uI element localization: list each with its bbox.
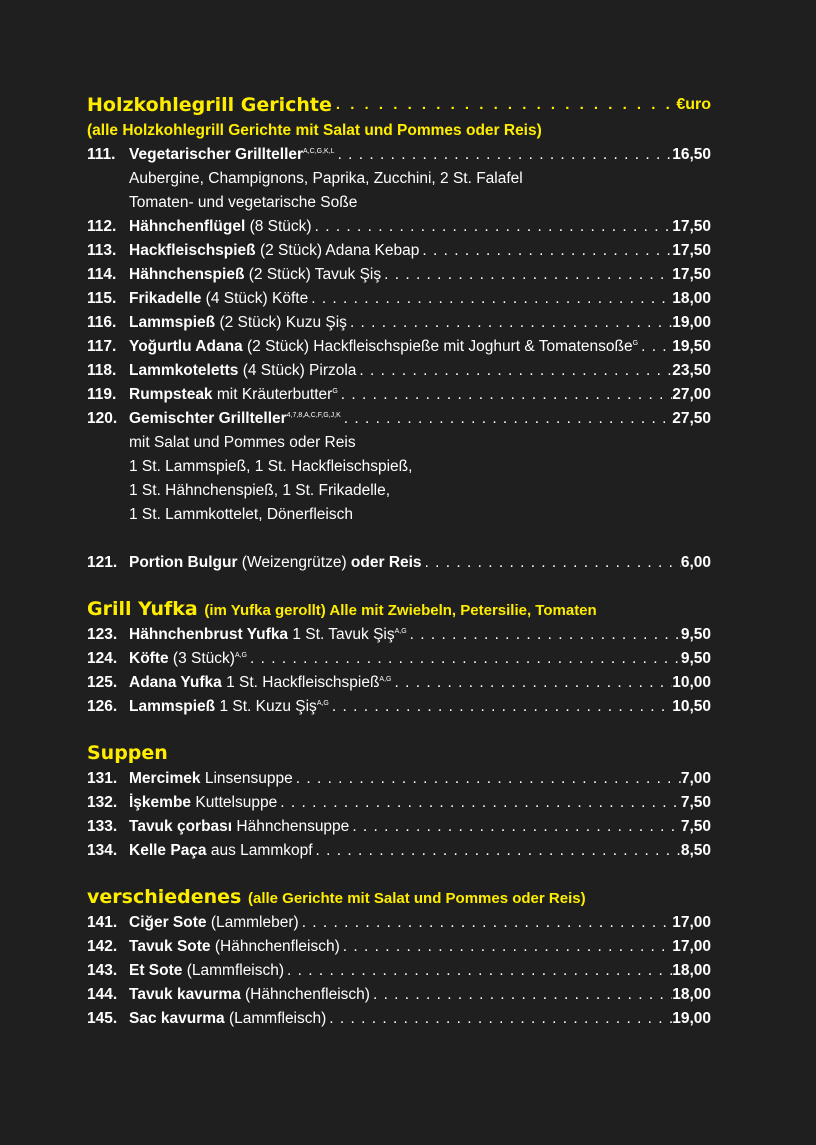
menu-item [87, 359, 711, 383]
allergen-codes: A,G [316, 700, 329, 707]
item-detail: (Lammfleisch) [182, 962, 285, 979]
item-number: 141. [87, 914, 118, 931]
item-description [129, 143, 335, 167]
dot-leader [407, 623, 681, 647]
item-description [129, 359, 356, 383]
yufka-list [87, 623, 711, 719]
dot-leader [312, 215, 673, 239]
dot-leader [308, 287, 672, 311]
menu-item [87, 767, 711, 791]
item-number: 142. [87, 938, 118, 955]
item-name: Vegetarischer Grillteller [129, 146, 304, 163]
item-detail: (2 Stück) Kuzu Şiş [215, 314, 347, 331]
menu-item [87, 1007, 711, 1031]
item-detail: 1 St. Kuzu Şiş [215, 698, 317, 715]
item-extra-line: 1 St. Hähnchenspieß, 1 St. Frikadelle, [129, 482, 391, 499]
item-number: 111. [87, 146, 116, 163]
menu-item [87, 263, 711, 287]
section-title: Suppen [87, 742, 168, 764]
menu-item [87, 311, 711, 335]
item-detail: (8 Stück) [245, 218, 312, 235]
item-name: Yoğurtlu Adana [129, 338, 243, 355]
item-extra-line: 1 St. Lammkottelet, Dönerfleisch [129, 506, 353, 523]
item-detail: Kuttelsuppe [191, 794, 278, 811]
item-name: Kelle Paça [129, 842, 207, 859]
dot-leader [341, 407, 672, 431]
item-detail: (3 Stück) [168, 650, 235, 667]
item-detail: (2 Stück) Hackfleischspieße mit Joghurt & Tomatensoße [242, 338, 633, 355]
item-detail: (Lammleber) [206, 914, 299, 931]
item-number: 145. [87, 1010, 118, 1027]
item-name: Hähnchenbrust Yufka [129, 626, 289, 643]
item-name: Adana Yufka [129, 674, 222, 691]
section-title: Holzkohlegrill Gerichte [87, 94, 332, 116]
item-price: 16,50 [672, 146, 711, 163]
item-price: 19,50 [672, 338, 711, 355]
item-description [129, 911, 299, 935]
grill-subtitle: (alle Holzkohlegrill Gerichte mit Salat und Pommes oder Reis) [87, 122, 542, 139]
item-detail: (4 Stück) Pirzola [238, 362, 357, 379]
item-name: Tavuk kavurma [129, 986, 241, 1003]
menu-item [87, 839, 711, 863]
item-name: Köfte [129, 650, 169, 667]
item-price: 7,50 [680, 818, 711, 835]
item-name: Hähnchenspieß [129, 266, 245, 283]
item-price: 27,00 [672, 386, 711, 403]
item-price: 19,00 [672, 314, 711, 331]
item-number: 144. [87, 986, 118, 1003]
item-detail: 1 St. Hackfleischspieß [221, 674, 380, 691]
dot-leader [277, 791, 681, 815]
dot-leader [329, 695, 672, 719]
yufka-heading [87, 595, 711, 623]
item-number: 131. [87, 770, 118, 787]
item-detail: aus Lammkopf [206, 842, 313, 859]
item-number: 121. [87, 554, 118, 571]
item-description [129, 407, 341, 431]
dot-leader [347, 311, 672, 335]
dot-leader [638, 335, 672, 359]
suppen-list [87, 767, 711, 863]
grill-heading [87, 91, 711, 119]
allergen-codes: G [632, 340, 639, 347]
dot-leader [332, 91, 676, 119]
menu-item [87, 911, 711, 935]
item-detail: (Hähnchenfleisch) [240, 986, 370, 1003]
item-price: 10,00 [672, 674, 711, 691]
dot-leader [381, 263, 672, 287]
currency-label: €uro [676, 96, 711, 113]
item-description [129, 647, 247, 671]
item-name: Gemischter Grillteller [129, 410, 287, 427]
item-name: Hackfleischspieß [129, 242, 256, 259]
menu-item [87, 983, 711, 1007]
item-description [129, 791, 277, 815]
item-price: 7,50 [680, 794, 711, 811]
item-description [129, 695, 329, 719]
item-detail: (Weizengrütze) [237, 554, 351, 571]
allergen-codes: G [332, 388, 338, 395]
item-name: Frikadelle [129, 290, 202, 307]
menu-page [87, 91, 711, 1031]
item-number: 132. [87, 794, 118, 811]
menu-item [87, 815, 711, 839]
section-subtitle: (im Yufka gerollt) Alle mit Zwiebeln, Petersilie, Tomaten [204, 602, 597, 619]
allergen-codes: A,G [234, 652, 247, 659]
menu-item [87, 791, 711, 815]
item-description [129, 239, 419, 263]
dot-leader [419, 239, 672, 263]
item-extra-line: Tomaten- und vegetarische Soße [129, 194, 358, 211]
dot-leader [313, 839, 681, 863]
item-price: 27,50 [672, 410, 711, 427]
dot-leader [356, 359, 672, 383]
item-description [129, 983, 370, 1007]
item-price: 19,00 [672, 1010, 711, 1027]
spacer [87, 575, 711, 595]
item-number: 117. [87, 338, 117, 355]
item-number: 120. [87, 410, 118, 427]
item-description [129, 1007, 326, 1031]
item-description [129, 623, 407, 647]
item-number: 112. [87, 218, 117, 235]
dot-leader [370, 983, 672, 1007]
item-description [129, 815, 349, 839]
dot-leader [284, 959, 672, 983]
item-price: 17,50 [672, 218, 711, 235]
item-number: 116. [87, 314, 117, 331]
menu-item [87, 935, 711, 959]
item-price: 7,00 [680, 770, 711, 787]
menu-item [87, 383, 711, 407]
item-detail: (2 Stück) Adana Kebap [255, 242, 420, 259]
menu-item [87, 671, 711, 695]
item-number: 143. [87, 962, 118, 979]
item-description [129, 959, 284, 983]
item-number: 114. [87, 266, 117, 283]
item-price: 18,00 [672, 290, 711, 307]
menu-item [87, 959, 711, 983]
item-price: 17,00 [672, 938, 711, 955]
item-description [129, 935, 340, 959]
item-detail: Linsensuppe [200, 770, 293, 787]
allergen-codes: A,G [379, 676, 392, 683]
dot-leader [335, 143, 673, 167]
menu-item [87, 335, 711, 359]
item-description [129, 215, 312, 239]
allergen-codes: A,C,G,K,L [303, 148, 335, 155]
menu-item [87, 551, 711, 575]
item-number: 126. [87, 698, 118, 715]
dot-leader [247, 647, 681, 671]
item-price: 10,50 [672, 698, 711, 715]
grill-list [87, 143, 711, 527]
item-price: 8,50 [680, 842, 711, 859]
section-title: Grill Yufka [87, 598, 198, 620]
item-name: Tavuk Sote [129, 938, 211, 955]
dot-leader [349, 815, 681, 839]
item-name: Sac kavurma [129, 1010, 225, 1027]
menu-item [87, 647, 711, 671]
menu-item [87, 407, 711, 431]
item-number: 123. [87, 626, 118, 643]
section-subtitle: (alle Gerichte mit Salat und Pommes oder Reis) [247, 890, 586, 907]
item-price: 9,50 [680, 626, 711, 643]
item-name: Rumpsteak [129, 386, 213, 403]
item-name: Hähnchenflügel [129, 218, 246, 235]
item-number: 125. [87, 674, 118, 691]
item-price: 18,00 [672, 986, 711, 1003]
item-number: 119. [87, 386, 117, 403]
dot-leader [293, 767, 681, 791]
dot-leader [422, 551, 681, 575]
item-name-2: oder Reis [350, 554, 422, 571]
menu-item [87, 239, 711, 263]
spacer [87, 527, 711, 551]
verschiedenes-list [87, 911, 711, 1031]
item-price: 17,00 [672, 914, 711, 931]
item-price: 23,50 [672, 362, 711, 379]
item-detail: (Lammfleisch) [224, 1010, 327, 1027]
item-price: 9,50 [680, 650, 711, 667]
suppen-heading [87, 739, 711, 767]
allergen-codes: A,G [394, 628, 407, 635]
item-description [129, 335, 638, 359]
menu-item [87, 287, 711, 311]
item-description [129, 551, 422, 575]
spacer [87, 863, 711, 883]
item-price: 17,50 [672, 242, 711, 259]
allergen-codes: 4,7,8,A,C,F,G,J,K [286, 412, 341, 419]
item-description [129, 263, 381, 287]
item-number: 113. [87, 242, 117, 259]
dot-leader [391, 671, 672, 695]
item-name: Tavuk çorbası [129, 818, 233, 835]
item-extra-line: Aubergine, Champignons, Paprika, Zucchini, 2 St. Falafel [129, 170, 523, 187]
verschiedenes-heading [87, 883, 711, 911]
menu-item [87, 215, 711, 239]
item-price: 6,00 [680, 554, 711, 571]
item-number: 134. [87, 842, 118, 859]
dot-leader [326, 1007, 672, 1031]
item-name: Lammspieß [129, 314, 216, 331]
item-name: İşkembe [129, 794, 192, 811]
item-detail: mit Kräuterbutter [212, 386, 333, 403]
item-detail: (Hähnchenfleisch) [210, 938, 340, 955]
item-extra-line: 1 St. Lammspieß, 1 St. Hackfleischspieß, [129, 458, 413, 475]
item-description [129, 383, 338, 407]
section-title: verschiedenes [87, 886, 242, 908]
item-detail: (2 Stück) Tavuk Şiş [244, 266, 382, 283]
item-number: 124. [87, 650, 118, 667]
item-price: 17,50 [672, 266, 711, 283]
item-number: 118. [87, 362, 117, 379]
item-description [129, 671, 391, 695]
item-detail: 1 St. Tavuk Şiş [288, 626, 395, 643]
dot-leader [340, 935, 672, 959]
item-description [129, 311, 347, 335]
menu-item [87, 623, 711, 647]
menu-item [87, 143, 711, 167]
item-name: Ciğer Sote [129, 914, 207, 931]
item-detail: (4 Stück) Köfte [201, 290, 309, 307]
item-name: Lammspieß [129, 698, 216, 715]
item-extra-line: mit Salat und Pommes oder Reis [129, 434, 356, 451]
item-name: Mercimek [129, 770, 201, 787]
spacer [87, 719, 711, 739]
item-name: Lammkoteletts [129, 362, 239, 379]
item-number: 133. [87, 818, 118, 835]
item-number: 115. [87, 290, 117, 307]
item-name: Et Sote [129, 962, 183, 979]
item-price: 18,00 [672, 962, 711, 979]
menu-item [87, 695, 711, 719]
item-description [129, 287, 308, 311]
item-name: Portion Bulgur [129, 554, 238, 571]
dot-leader [299, 911, 673, 935]
item-description [129, 767, 293, 791]
item-description [129, 839, 313, 863]
item-detail: Hähnchensuppe [232, 818, 350, 835]
dot-leader [338, 383, 672, 407]
